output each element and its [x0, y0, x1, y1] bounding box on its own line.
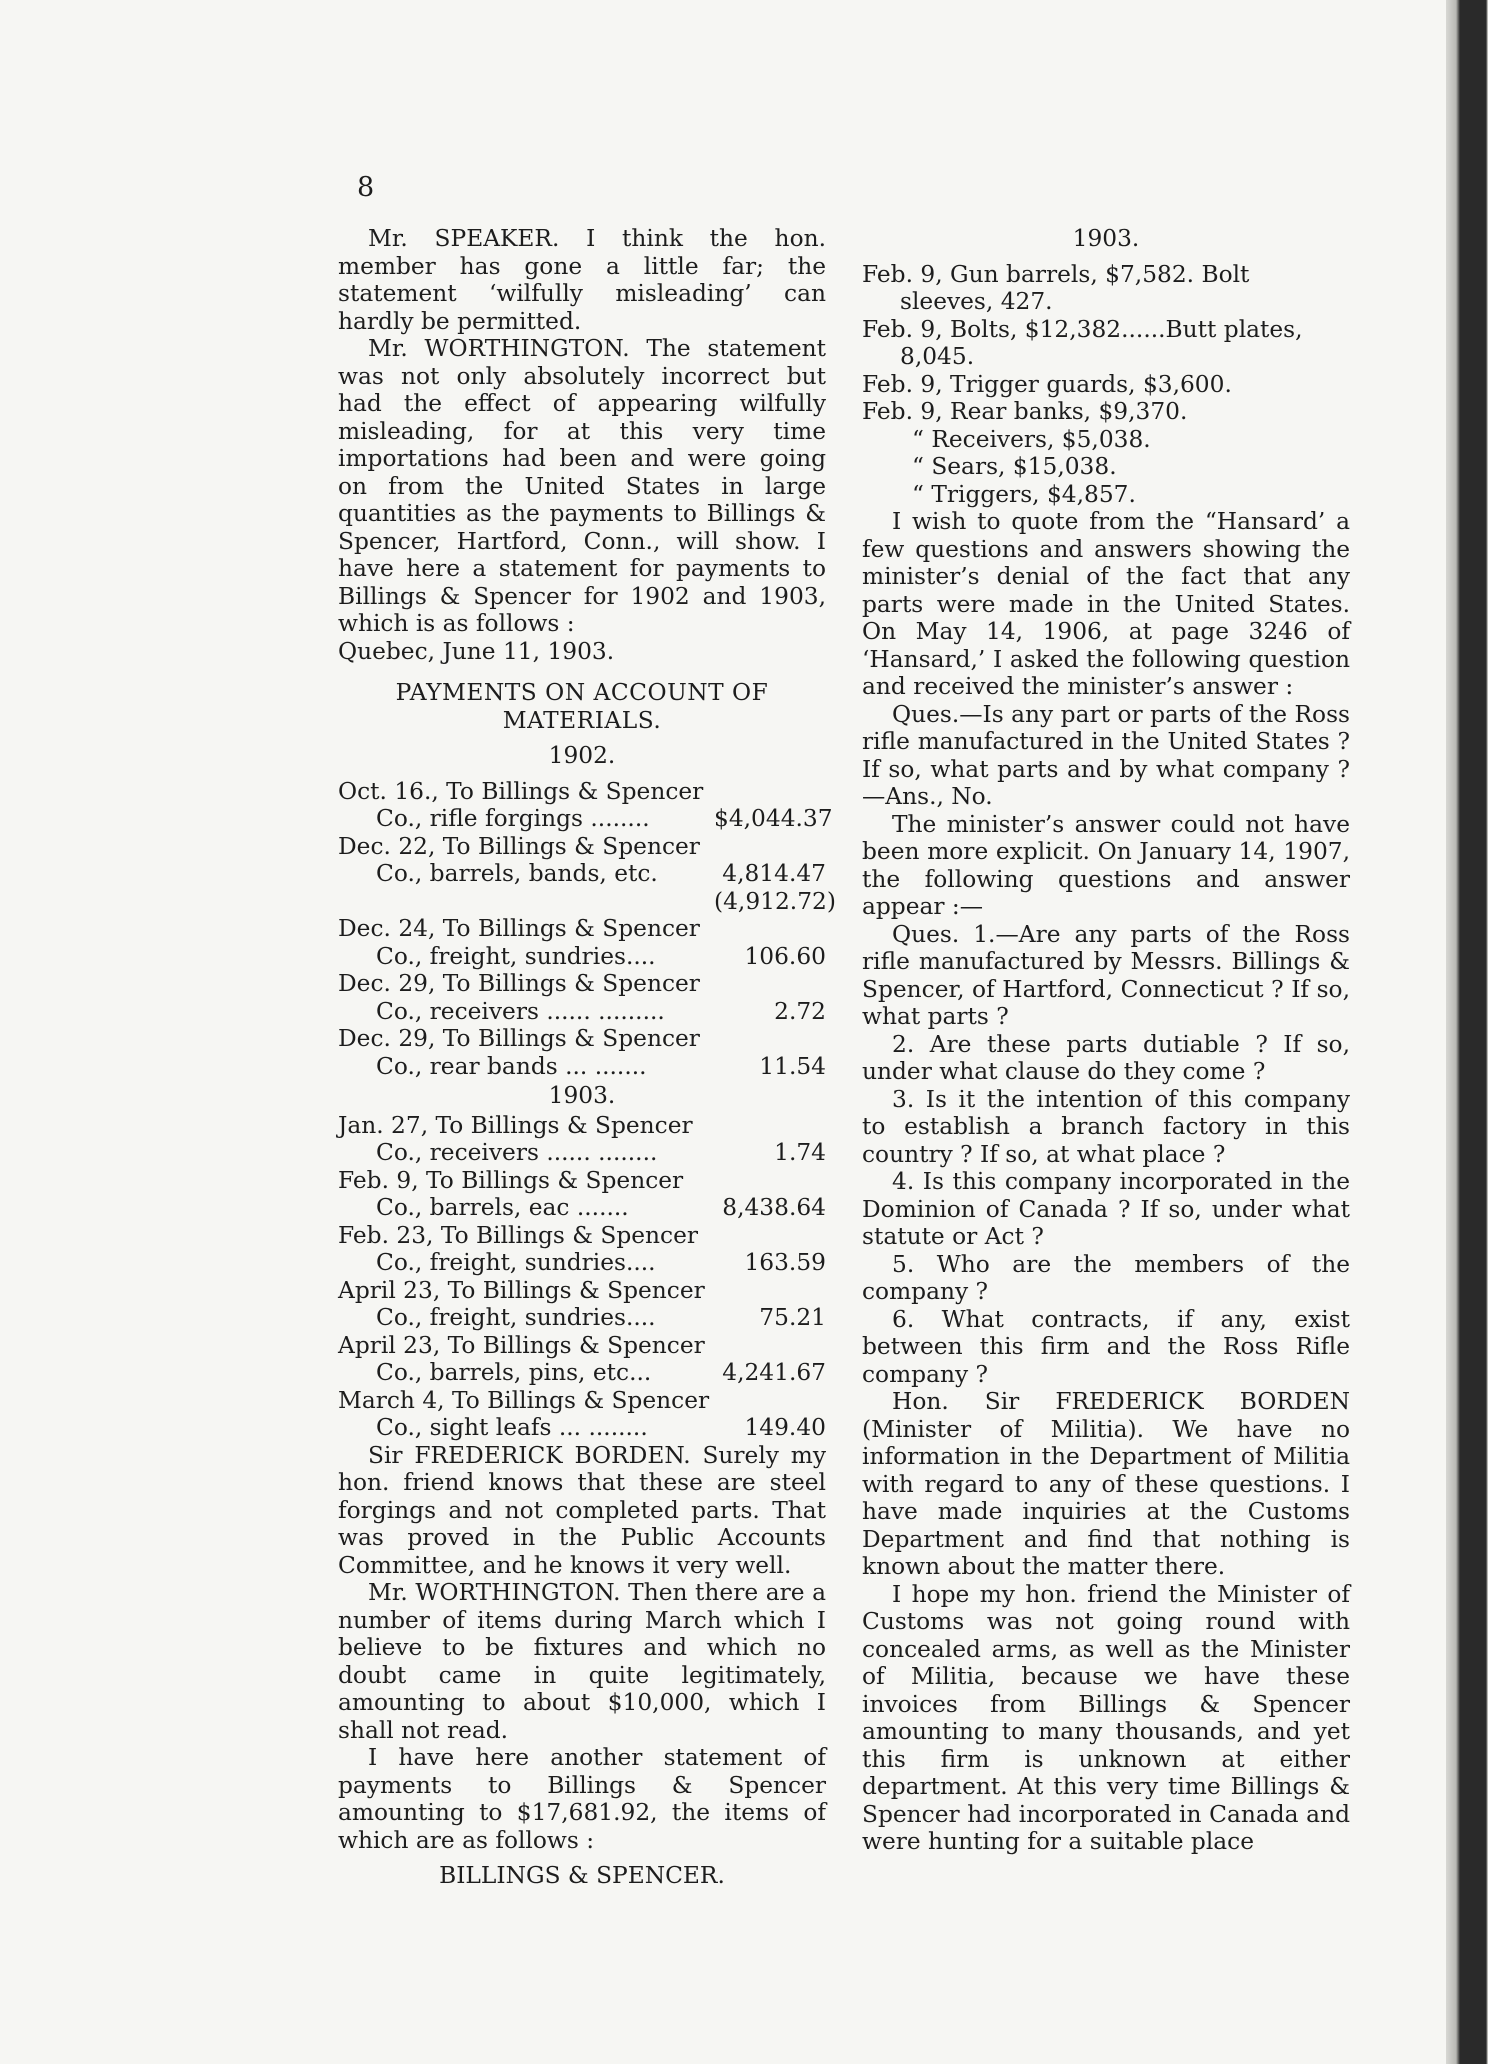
page-number: 8: [357, 172, 375, 203]
borden-militia-answer: Hon. Sir FREDERICK BORDEN (Minister of Militia). We have no information in the Department of Militia with regard to any of these questions. I have made inquiries at the Customs Department and find that nothing is known about the matter there.: [862, 1388, 1350, 1580]
payment-amount: 1.74: [774, 1139, 826, 1166]
page-edge-shadow: [1446, 0, 1488, 2064]
invoice-item: Feb. 9, Gun barrels, $7,582. Bolt sleeves, 427.: [862, 260, 1250, 315]
payment-entry: [338, 833, 826, 888]
customs-paragraph: I hope my hon. friend the Minister of Customs was not going round with concealed arms, as well as the Minister of Militia, because we have these invoices from Billings & Spencer amounting to many thousands, and yet this firm is unknown at either department. At this very time Billings & Spencer had incorporated in Canada and were hunting for a suitable place: [862, 1580, 1350, 1855]
payment-description: April 23, To Billings & Spencer Co., freight, sundries....: [338, 1276, 705, 1331]
payment-description: Dec. 22, To Billings & Spencer Co., barrels, bands, etc.: [338, 832, 700, 887]
ditto-items: [862, 426, 1350, 509]
question-item: 2. Are these parts dutiable ? If so, under what clause do they come ?: [862, 1030, 1350, 1085]
payment-entry: [338, 970, 826, 1025]
ditto-item: “ Triggers, $4,857.: [912, 480, 1136, 508]
payment-entry: [338, 887, 836, 916]
invoice-item: Feb. 9, Trigger guards, $3,600.: [862, 370, 1232, 398]
payment-description: Feb. 23, To Billings & Spencer Co., freight, sundries....: [338, 1221, 698, 1276]
question-1906: Ques.—Is any part or parts of the Ross rifle manufactured in the United States ? If so, what parts and by what company ?—Ans., No.: [862, 700, 1350, 810]
right-column: [862, 225, 1350, 1856]
payment-description: March 4, To Billings & Spencer Co., sight leafs ... ........: [338, 1386, 710, 1441]
year-heading-1902: 1902.: [548, 742, 616, 769]
questions-1907: [862, 921, 1350, 1389]
payment-amount: 163.59: [744, 1249, 826, 1276]
payment-amount: 149.40: [744, 1414, 826, 1441]
payment-entry: [338, 1025, 826, 1080]
payment-description: Jan. 27, To Billings & Spencer Co., receivers ...... ........: [338, 1111, 693, 1166]
dateline: Quebec, June 11, 1903.: [338, 637, 615, 665]
payment-description: April 23, To Billings & Spencer Co., barrels, pins, etc...: [338, 1331, 705, 1386]
ditto-item: “ Sears, $15,038.: [912, 453, 1117, 480]
worthington-paragraph-2: Mr. WORTHINGTON. Then there are a number of items during March which I believe to be fixtures and which no doubt came in quite legitimately, amounting to about $10,000, which I shall not read.: [338, 1579, 826, 1744]
payment-amount: $4,044.37: [714, 805, 833, 832]
payment-entry: [338, 1112, 826, 1167]
question-item: 6. What contracts, if any, exist between this firm and the Ross Rifle company ?: [862, 1305, 1350, 1388]
payment-amount: 4,814.47: [722, 860, 826, 887]
worthington-paragraph-1: Mr. WORTHINGTON. The statement was not only absolutely incorrect but had the effect of appearing wilfully misleading, for at this very time importations had been and were going on from the United States in large quantities as the payments to Billings & Spencer, Hartford, Conn., will show. I have here a statement for payments to Billings & Spencer for 1902 and 1903, which is as follows :: [338, 335, 826, 637]
payment-amount: 11.54: [759, 1052, 826, 1080]
payment-description: Oct. 16., To Billings & Spencer Co., rifle forgings ........: [338, 777, 704, 832]
payment-entry: [338, 777, 833, 833]
payment-amount: 2.72: [774, 997, 826, 1025]
payment-description: Dec. 29, To Billings & Spencer Co., rear bands ... .......: [338, 1025, 700, 1080]
payment-entry: [338, 1277, 826, 1332]
question-item: 3. Is it the intention of this company to establish a branch factory in this country ? If so, at what place ?: [862, 1085, 1350, 1168]
payment-entry: [338, 1387, 826, 1442]
payment-description: Dec. 24, To Billings & Spencer Co., freight, sundries....: [338, 915, 700, 970]
year-heading-right: 1903.: [1072, 225, 1140, 252]
hansard-quote-paragraph: I wish to quote from the “Hansard’ a few questions and answers showing the minister’s denial of the fact that any parts were made in the United States. On May 14, 1906, at page 3246 of ‘Hansard,’ I asked the following question and received the minister’s answer :: [862, 508, 1350, 700]
payment-amount: (4,912.72): [714, 887, 836, 915]
ditto-item: “ Receivers, $5,038.: [912, 425, 1151, 453]
payment-amount: 4,241.67: [722, 1359, 826, 1386]
question-item: Ques. 1.—Are any parts of the Ross rifle manufactured by Messrs. Billings & Spencer, of Hartford, Connecticut ? If so, what parts ?: [862, 920, 1350, 1030]
payment-entry: [338, 1167, 826, 1222]
invoice-item: Feb. 9, Rear banks, $9,370.: [862, 398, 1188, 425]
explicit-answer-paragraph: The minister’s answer could not have been more explicit. On January 14, 1907, the following questions and answer appear :—: [862, 810, 1350, 920]
speaker-paragraph: Mr. SPEAKER. I think the hon. member has gone a little far; the statement ‘wilfully misleading’ can hardly be permitted.: [338, 225, 826, 335]
payment-amount: 106.60: [744, 942, 826, 970]
invoice-item: Feb. 9, Bolts, $12,382......Butt plates, 8,045.: [862, 315, 1303, 370]
payment-amount: 8,438.64: [722, 1194, 826, 1221]
payment-amount: 75.21: [759, 1304, 826, 1331]
entries-1902: [338, 777, 836, 1081]
payment-entry: [338, 915, 826, 970]
question-item: 5. Who are the members of the company ?: [862, 1250, 1350, 1305]
left-column: [338, 225, 836, 1898]
payment-description: Feb. 9, To Billings & Spencer Co., barrels, eac .......: [338, 1166, 684, 1221]
billings-spencer-heading: BILLINGS & SPENCER.: [439, 1862, 725, 1889]
question-item: 4. Is this company incorporated in the Dominion of Canada ? If so, under what statute or Act ?: [862, 1168, 1350, 1250]
invoice-items: [862, 261, 1350, 426]
entries-1903: [338, 1112, 826, 1442]
another-statement-paragraph: I have here another statement of payments to Billings & Spencer amounting to $17,681.92, the items of which are as follows :: [338, 1744, 826, 1854]
borden-reply-paragraph: Sir FREDERICK BORDEN. Surely my hon. friend knows that these are steel forgings and not completed parts. That was proved in the Public Accounts Committee, and he knows it very well.: [338, 1441, 826, 1579]
payment-entry: [338, 1222, 826, 1277]
payment-entry: [338, 1332, 826, 1387]
year-heading-1903: 1903.: [548, 1082, 616, 1109]
payments-heading: PAYMENTS ON ACCOUNT OF MATERIALS.: [395, 679, 769, 734]
payment-description: Dec. 29, To Billings & Spencer Co., receivers ...... .........: [338, 970, 700, 1025]
